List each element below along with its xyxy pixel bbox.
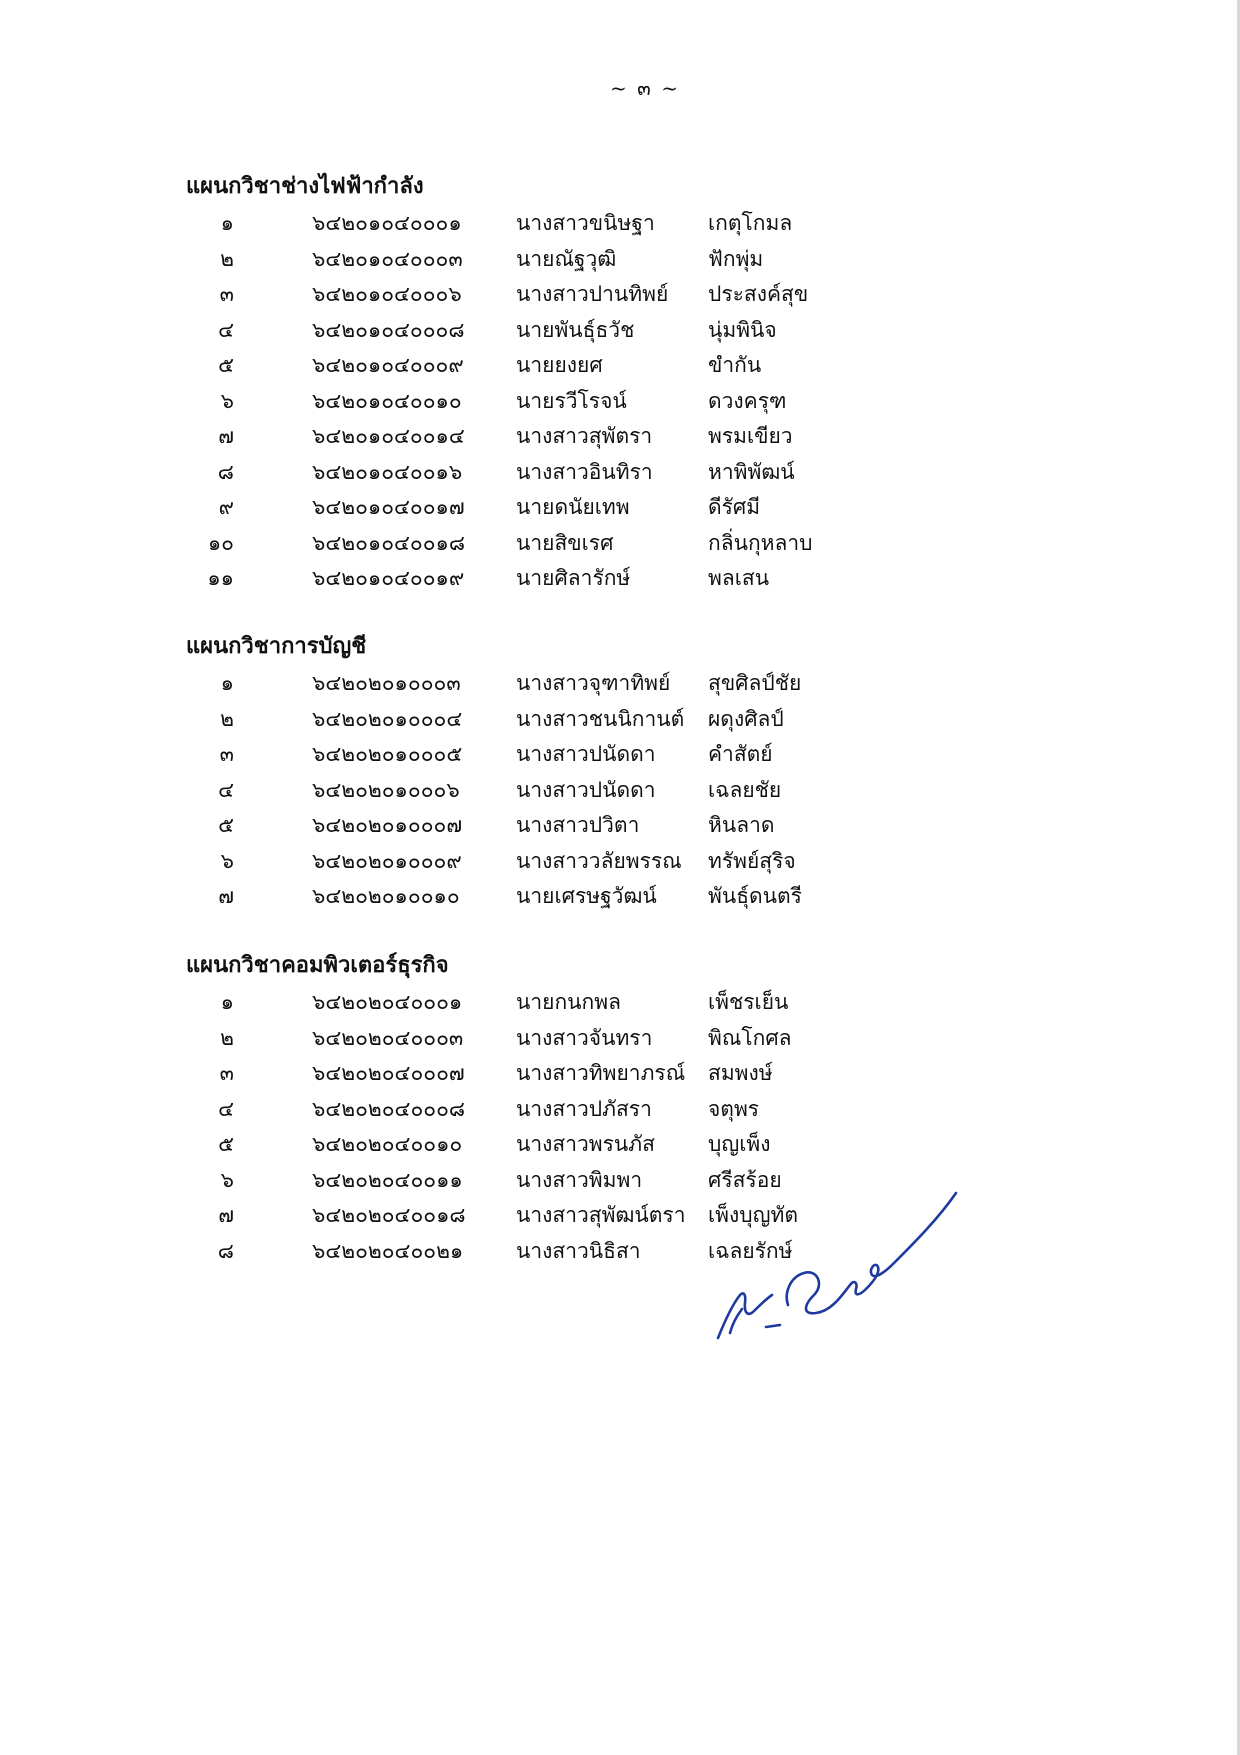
student-id: ๖๔๒๐๑๐๔๐๐๐๓	[312, 246, 463, 271]
row-number: ๑	[220, 671, 234, 695]
row-number: ๑๐	[207, 530, 234, 555]
student-last-name: ผดุงศิลป์	[708, 706, 784, 731]
list-item	[186, 879, 1086, 915]
student-last-name: ดีรัศมี	[708, 495, 761, 519]
student-id: ๖๔๒๐๑๐๔๐๐๑๗	[312, 495, 465, 519]
section-title: แผนกวิชาการบัญชี	[186, 634, 367, 659]
row-number: ๓	[219, 742, 234, 766]
student-id: ๖๔๒๐๑๐๔๐๐๐๑	[312, 211, 462, 235]
student-first-name: นางสาวชนนิกานต์	[516, 706, 685, 731]
list-item	[186, 844, 1086, 880]
row-number: ๕	[218, 353, 234, 377]
student-list	[186, 206, 1086, 597]
row-number: ๒	[220, 706, 234, 731]
row-number: ๒	[220, 246, 234, 271]
list-item	[186, 1021, 1086, 1057]
list-item	[186, 455, 1086, 491]
row-number: ๑๑	[207, 566, 234, 590]
student-last-name: สมพงษ์	[708, 1061, 773, 1085]
student-last-name: กลิ่นกุหลาบ	[708, 530, 813, 555]
student-first-name: นางสาวปภัสรา	[516, 1096, 652, 1121]
student-first-name: นายยงยศ	[516, 353, 603, 377]
student-first-name: นายศิลารักษ์	[516, 566, 631, 590]
list-item	[186, 808, 1086, 844]
student-last-name: ประสงค์สุข	[708, 282, 809, 306]
row-number: ๗	[218, 1203, 234, 1227]
student-id: ๖๔๒๐๑๐๔๐๐๑๙	[312, 566, 465, 590]
student-last-name: พรมเขียว	[708, 424, 793, 448]
student-last-name: พันธุ์ดนตรี	[708, 884, 802, 908]
student-first-name: นางสาวทิพยาภรณ์	[516, 1061, 686, 1085]
row-number: ๔	[218, 317, 234, 342]
list-item	[186, 348, 1086, 384]
student-first-name: นางสาวปนัดดา	[516, 777, 656, 802]
student-last-name: หินลาด	[708, 813, 775, 837]
row-number: ๔	[218, 1096, 234, 1121]
list-item	[186, 773, 1086, 809]
student-last-name: บุญเพ็ง	[708, 1132, 771, 1156]
student-id: ๖๔๒๐๒๐๔๐๐๐๓	[312, 1025, 464, 1050]
student-id: ๖๔๒๐๒๐๔๐๐๐๑	[312, 990, 463, 1014]
student-id: ๖๔๒๐๒๐๑๐๐๐๓	[312, 671, 461, 695]
student-id: ๖๔๒๐๒๐๑๐๐๐๕	[312, 742, 463, 766]
row-number: ๕	[218, 1132, 234, 1156]
student-last-name: สุขศิลป์ชัย	[708, 671, 802, 695]
student-last-name: เฉลยชัย	[708, 777, 782, 802]
student-first-name: นายกนกพล	[516, 990, 621, 1014]
student-id: ๖๔๒๐๑๐๔๐๐๑๘	[312, 530, 466, 555]
list-item	[186, 419, 1086, 455]
list-item	[186, 561, 1086, 597]
student-first-name: นายเศรษฐวัฒน์	[516, 884, 657, 908]
student-id: ๖๔๒๐๑๐๔๐๐๐๖	[312, 282, 462, 306]
student-id: ๖๔๒๐๑๐๔๐๐๑๐	[312, 388, 462, 413]
student-id: ๖๔๒๐๒๐๑๐๐๐๗	[312, 813, 463, 837]
row-number: ๘	[217, 1238, 234, 1263]
student-first-name: นายดนัยเทพ	[516, 495, 630, 519]
student-id: ๖๔๒๐๑๐๔๐๐๐๙	[312, 353, 464, 377]
student-last-name: ศรีสร้อย	[708, 1167, 782, 1192]
student-first-name: นางสาวขนิษฐา	[516, 211, 655, 235]
student-last-name: พลเสน	[708, 566, 770, 590]
student-first-name: นางสาวจันทรา	[516, 1025, 653, 1050]
student-first-name: นายณัฐวุฒิ	[516, 246, 617, 271]
list-item	[186, 490, 1086, 526]
student-first-name: นางสาวจุฑาทิพย์	[516, 671, 671, 695]
student-id: ๖๔๒๐๑๐๔๐๐๑๔	[312, 424, 465, 448]
student-first-name: นายพันธุ์ธวัช	[516, 317, 635, 342]
section-electrical-power	[186, 168, 1086, 597]
student-first-name: นางสาวปานทิพย์	[516, 282, 669, 306]
student-first-name: นางสาววลัยพรรณ	[516, 848, 682, 873]
list-item	[186, 384, 1086, 420]
student-id: ๖๔๒๐๑๐๔๐๐๐๘	[312, 317, 465, 342]
student-id: ๖๔๒๐๒๐๔๐๐๐๗	[312, 1061, 465, 1085]
student-last-name: เพ็งบุญทัต	[708, 1203, 798, 1227]
student-last-name: ฟักพุ่ม	[708, 246, 764, 271]
handwritten-signature	[700, 1145, 970, 1345]
list-item	[186, 666, 1086, 702]
student-last-name: เฉลยรักษ์	[708, 1238, 793, 1263]
row-number: ๑	[220, 990, 234, 1014]
list-item	[186, 206, 1086, 242]
student-first-name: นางสาวนิธิสา	[516, 1238, 641, 1263]
student-first-name: นางสาวพิมพา	[516, 1167, 643, 1192]
list-item	[186, 737, 1086, 773]
row-number: ๗	[218, 884, 234, 908]
student-last-name: จตุพร	[708, 1096, 760, 1121]
row-number: ๕	[218, 813, 234, 837]
row-number: ๔	[218, 777, 234, 802]
student-id: ๖๔๒๐๒๐๑๐๐๐๔	[312, 706, 463, 731]
student-id: ๖๔๒๐๒๐๔๐๐๒๑	[312, 1238, 464, 1263]
section-accounting	[186, 628, 1086, 915]
row-number: ๖	[220, 1167, 234, 1192]
row-number: ๒	[220, 1025, 234, 1050]
student-id: ๖๔๒๐๒๐๔๐๐๐๘	[312, 1096, 466, 1121]
list-item	[186, 702, 1086, 738]
student-id: ๖๔๒๐๒๐๔๐๐๑๘	[312, 1203, 466, 1227]
student-last-name: หาพิพัฒน์	[708, 459, 795, 484]
row-number: ๗	[218, 424, 234, 448]
student-last-name: ทรัพย์สุริจ	[708, 848, 796, 873]
student-first-name: นางสาวปวิตา	[516, 813, 640, 837]
list-item	[186, 985, 1086, 1021]
student-id: ๖๔๒๐๑๐๔๐๐๑๖	[312, 459, 463, 484]
student-list	[186, 666, 1086, 915]
student-last-name: พิณโกศล	[708, 1025, 792, 1050]
student-last-name: เกตุโกมล	[708, 211, 793, 235]
section-title: แผนกวิชาคอมพิวเตอร์ธุรกิจ	[186, 953, 449, 978]
student-id: ๖๔๒๐๒๐๔๐๐๑๑	[312, 1167, 463, 1192]
section-title: แผนกวิชาช่างไฟฟ้ากำลัง	[186, 174, 424, 199]
student-last-name: คำสัตย์	[708, 742, 773, 766]
student-id: ๖๔๒๐๒๐๔๐๐๑๐	[312, 1132, 463, 1156]
list-item	[186, 526, 1086, 562]
row-number: ๙	[218, 495, 234, 519]
list-item	[186, 242, 1086, 278]
row-number: ๓	[219, 282, 234, 306]
student-last-name: นุ่มพินิจ	[708, 317, 777, 342]
student-last-name: ดวงครุฑ	[708, 388, 787, 413]
list-item	[186, 313, 1086, 349]
student-first-name: นายรวีโรจน์	[516, 388, 627, 413]
row-number: ๖	[220, 848, 234, 873]
student-id: ๖๔๒๐๒๐๑๐๐๑๐	[312, 884, 460, 908]
student-first-name: นางสาวสุพัฒน์ตรา	[516, 1203, 686, 1227]
student-first-name: นางสาวปนัดดา	[516, 742, 656, 766]
list-item	[186, 277, 1086, 313]
student-id: ๖๔๒๐๒๐๑๐๐๐๖	[312, 777, 460, 802]
student-first-name: นางสาวพรนภัส	[516, 1132, 655, 1156]
student-first-name: นางสาวอินทิรา	[516, 459, 653, 484]
student-first-name: นายสิขเรศ	[516, 530, 614, 555]
student-id: ๖๔๒๐๒๐๑๐๐๐๙	[312, 848, 462, 873]
page-number: ~ ๓ ~	[610, 76, 680, 100]
row-number: ๑	[220, 211, 234, 235]
list-item	[186, 1092, 1086, 1128]
row-number: ๖	[220, 388, 234, 413]
student-last-name: เพ็ชรเย็น	[708, 990, 789, 1014]
list-item	[186, 1056, 1086, 1092]
student-first-name: นางสาวสุพัตรา	[516, 424, 653, 448]
row-number: ๘	[217, 459, 234, 484]
row-number: ๓	[219, 1061, 234, 1085]
student-last-name: ขำกัน	[708, 353, 762, 377]
